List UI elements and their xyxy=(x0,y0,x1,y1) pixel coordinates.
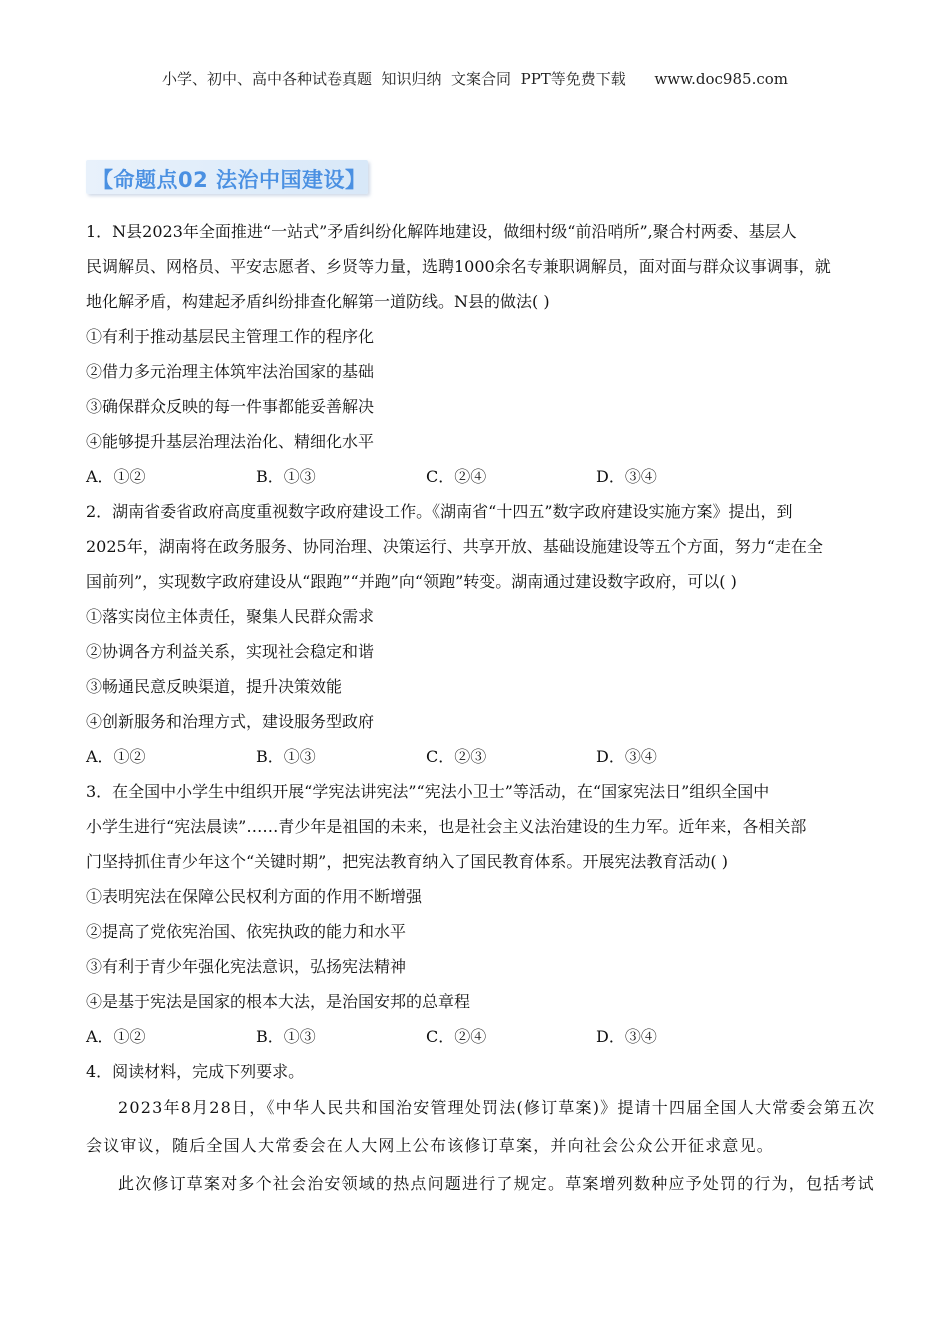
answer-options xyxy=(86,459,876,494)
answer-options xyxy=(86,739,876,774)
statement-item: ①落实岗位主体责任，聚集人民群众需求 xyxy=(86,607,375,626)
statement-item: ②协调各方利益关系，实现社会稳定和谐 xyxy=(86,642,375,661)
statement-item: ③畅通民意反映渠道，提升决策效能 xyxy=(86,677,343,696)
question-4 xyxy=(86,1054,876,1203)
question-stem-line: 2．湖南省委省政府高度重视数字政府建设工作。《湖南省“十四五”数字政府建设实施方案》提出，到 xyxy=(86,502,793,521)
section-title-banner xyxy=(86,160,368,194)
option-a: A．①② xyxy=(86,1027,146,1046)
question-1 xyxy=(86,214,876,494)
question-stem-line: 门坚持抓住青少年这个“关键时期”，把宪法教育纳入了国民教育体系。开展宪法教育活动( ) xyxy=(86,852,728,871)
statement-item: ④创新服务和治理方式，建设服务型政府 xyxy=(86,712,375,731)
option-a: A．①② xyxy=(86,747,146,766)
option-d: D．③④ xyxy=(596,747,657,766)
option-b: B．①③ xyxy=(256,1027,316,1046)
material-paragraph-line: 会议审议，随后全国人大常委会在人大网上公布该修订草案，并向社会公众公开征求意见。 xyxy=(86,1136,775,1155)
answer-options xyxy=(86,1019,876,1054)
question-stem-line: 民调解员、网格员、平安志愿者、乡贤等力量，选聘1000余名专兼职调解员，面对面与群众议事调事，就 xyxy=(86,257,831,276)
statement-item: ③有利于青少年强化宪法意识，弘扬宪法精神 xyxy=(86,957,407,976)
option-c: C．②④ xyxy=(426,1027,487,1046)
page-header: 小学、初中、高中各种试卷真题 知识归纳 文案合同 PPT等免费下载 www.doc985.com xyxy=(161,70,788,88)
question-stem-line: 3．在全国中小学生中组织开展“学宪法讲宪法”“宪法小卫士”等活动，在“国家宪法日”组织全国中 xyxy=(86,782,770,801)
option-b: B．①③ xyxy=(256,747,316,766)
statement-item: ④能够提升基层治理法治化、精细化水平 xyxy=(86,432,375,451)
option-d: D．③④ xyxy=(596,467,657,486)
question-stem-line: 2025年，湖南将在政务服务、协同治理、决策运行、共享开放、基础设施建设等五个方面，努力“走在全 xyxy=(86,537,823,556)
statement-item: ④是基于宪法是国家的根本大法，是治国安邦的总章程 xyxy=(86,992,471,1011)
statement-item: ①有利于推动基层民主管理工作的程序化 xyxy=(86,327,375,346)
statement-item: ③确保群众反映的每一件事都能妥善解决 xyxy=(86,397,375,416)
statement-item: ②借力多元治理主体筑牢法治国家的基础 xyxy=(86,362,375,381)
question-2 xyxy=(86,494,876,774)
question-stem-line: 1．N县2023年全面推进“一站式”矛盾纠纷化解阵地建设，做细村级“前沿哨所”,聚合村两委、基层人 xyxy=(86,222,797,241)
statement-item: ②提高了党依宪治国、依宪执政的能力和水平 xyxy=(86,922,407,941)
question-stem-line: 小学生进行“宪法晨读”……青少年是祖国的未来，也是社会主义法治建设的生力军。近年来，各相关部 xyxy=(86,817,807,836)
section-title: 【命题点02 法治中国建设】 xyxy=(92,168,367,192)
option-b: B．①③ xyxy=(256,467,316,486)
question-4-title: 4．阅读材料，完成下列要求。 xyxy=(86,1062,305,1081)
question-content xyxy=(86,214,876,1203)
statement-item: ①表明宪法在保障公民权利方面的作用不断增强 xyxy=(86,887,423,906)
material-paragraph-line: 此次修订草案对多个社会治安领域的热点问题进行了规定。草案增列数种应予处罚的行为，包括考试 xyxy=(118,1174,875,1193)
option-a: A．①② xyxy=(86,467,146,486)
question-stem-line: 地化解矛盾，构建起矛盾纠纷排查化解第一道防线。N县的做法( ) xyxy=(86,292,550,311)
question-3 xyxy=(86,774,876,1054)
option-d: D．③④ xyxy=(596,1027,657,1046)
option-c: C．②④ xyxy=(426,467,487,486)
question-stem-line: 国前列”，实现数字政府建设从“跟跑”“并跑”向“领跑”转变。湖南通过建设数字政府，可以( ) xyxy=(86,572,737,591)
option-c: C．②③ xyxy=(426,747,487,766)
material-paragraph-line: 2023年8月28日，《中华人民共和国治安管理处罚法(修订草案)》提请十四届全国人大常委会第五次 xyxy=(118,1098,876,1117)
